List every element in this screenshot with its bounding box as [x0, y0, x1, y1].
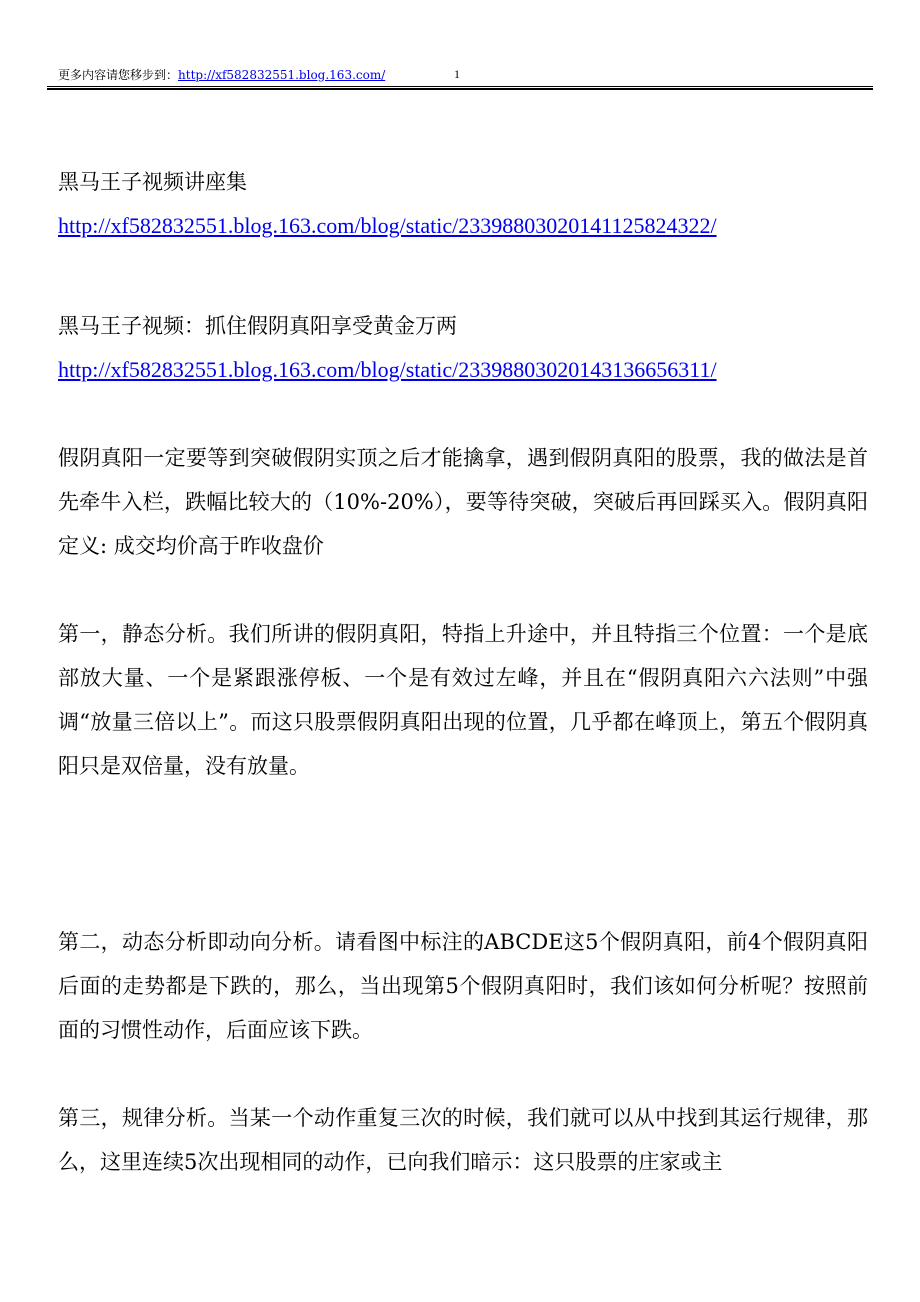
header-divider-thin	[47, 86, 873, 87]
spacer	[58, 392, 868, 436]
video-title: 黑马王子视频：抓住假阴真阳享受黄金万两	[58, 314, 457, 338]
document-body	[58, 160, 868, 1184]
header-note-text: 更多内容请您移步到：	[58, 68, 179, 82]
spacer	[58, 788, 868, 920]
video-collection-link[interactable]: http://xf582832551.blog.163.com/blog/static/23398803020141125824322/	[58, 213, 717, 238]
video-link[interactable]: http://xf582832551.blog.163.com/blog/static/23398803020143136656311/	[58, 357, 717, 382]
header-divider-thick	[47, 88, 873, 90]
paragraph-dynamic-analysis: 第二，动态分析即动向分析。请看图中标注的ABCDE这5个假阴真阳，前4个假阴真阳后面的走势都是下跌的，那么，当出现第5个假阴真阳时，我们该如何分析呢？按照前面的习惯性动作，后面应该下跌。	[58, 930, 868, 1042]
video-link-line	[58, 348, 868, 392]
paragraph-pattern-analysis: 第三，规律分析。当某一个动作重复三次的时候，我们就可以从中找到其运行规律，那么，这里连续5次出现相同的动作，已向我们暗示：这只股票的庄家或主	[58, 1106, 868, 1174]
video-collection-title: 黑马王子视频讲座集	[58, 170, 247, 194]
header-blog-link[interactable]: http://xf582832551.blog.163.com/	[178, 68, 386, 82]
header-note	[58, 68, 385, 82]
page-number: 1	[454, 67, 460, 81]
paragraph-intro: 假阴真阳一定要等到突破假阴实顶之后才能擒拿，遇到假阴真阳的股票，我的做法是首先牵牛入栏，跌幅比较大的（10%-20%），要等待突破，突破后再回踩买入。假阴真阳定义: 成交均价高于昨收盘价	[58, 446, 868, 558]
spacer	[58, 248, 868, 304]
page-header	[0, 0, 920, 92]
video-collection-link-line	[58, 204, 868, 248]
spacer	[58, 1052, 868, 1096]
paragraph-static-analysis: 第一，静态分析。我们所讲的假阴真阳，特指上升途中，并且特指三个位置：一个是底部放大量、一个是紧跟涨停板、一个是有效过左峰，并且在“假阴真阳六六法则”中强调“放量三倍以上”。而这只股票假阴真阳出现的位置，几乎都在峰顶上，第五个假阴真阳只是双倍量，没有放量。	[58, 622, 868, 778]
spacer	[58, 568, 868, 612]
